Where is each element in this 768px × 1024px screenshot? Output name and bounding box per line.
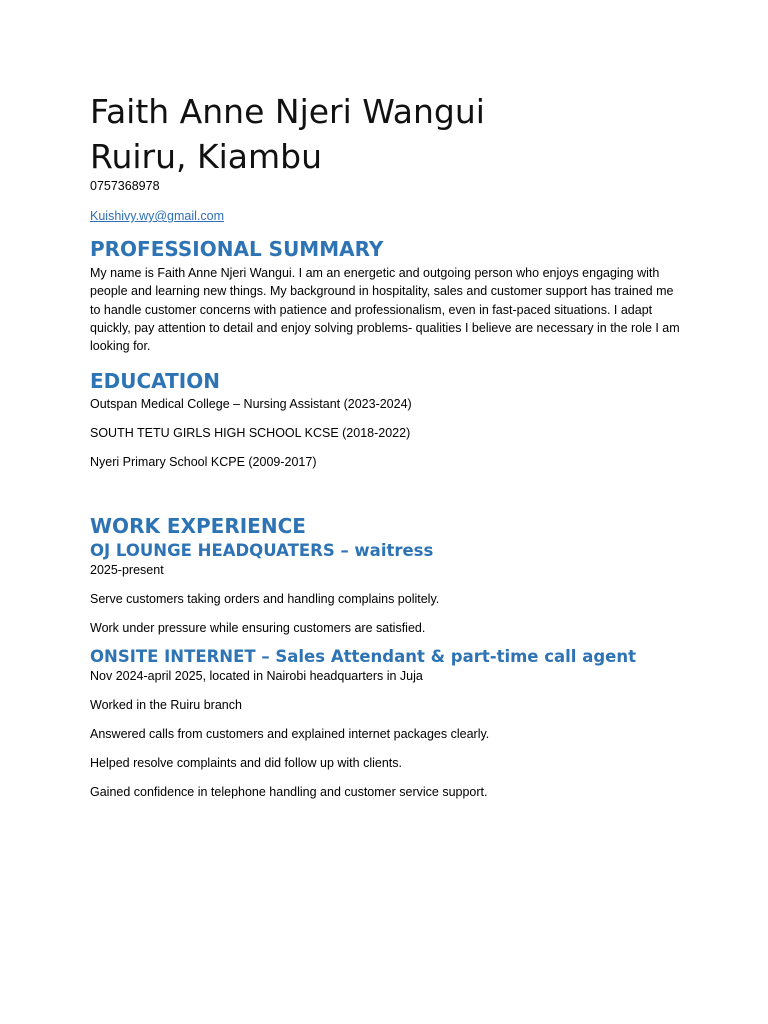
job-line: 2025-present [90,563,164,578]
job-line: Serve customers taking orders and handling complains politely. [90,592,440,607]
education-item: Outspan Medical College – Nursing Assistant (2023-2024) [90,397,412,412]
education-item: Nyeri Primary School KCPE (2009-2017) [90,455,317,470]
summary-heading: PROFESSIONAL SUMMARY [90,237,384,261]
job-line: Answered calls from customers and explained internet packages clearly. [90,727,490,742]
job-line: Work under pressure while ensuring customers are satisfied. [90,621,426,636]
work-heading: WORK EXPERIENCE [90,514,306,539]
candidate-location: Ruiru, Kiambu [90,137,323,176]
summary-text: My name is Faith Anne Njeri Wangui. I am an energetic and outgoing person who enjoys engaging with people and learning new things. My background in hospitality, sales and customer support has trained me to handle customer concerns with patience and professionalism, even in fast-paced situations. I adapt quickly, pay attention to detail and enjoy solving problems- qualities I believe are necessary in the role I am looking for. [90,266,680,354]
job-line: Helped resolve complaints and did follow up with clients. [90,756,402,771]
section-spacer [90,483,680,513]
candidate-name: Faith Anne Njeri Wangui [90,92,485,131]
resume-page [90,92,680,813]
job-line: Worked in the Ruiru branch [90,698,242,713]
email-link[interactable]: Kuishivy.wy@gmail.com [90,209,225,223]
job-title: OJ LOUNGE HEADQUATERS – waitress [90,541,434,561]
phone-number: 0757368978 [90,179,160,193]
education-heading: EDUCATION [90,369,220,394]
job-line: Gained confidence in telephone handling and customer service support. [90,785,488,800]
job-title: ONSITE INTERNET – Sales Attendant & part-time call agent [90,647,636,667]
education-item: SOUTH TETU GIRLS HIGH SCHOOL KCSE (2018-2022) [90,426,411,441]
job-line: Nov 2024-april 2025, located in Nairobi headquarters in Juja [90,669,423,684]
